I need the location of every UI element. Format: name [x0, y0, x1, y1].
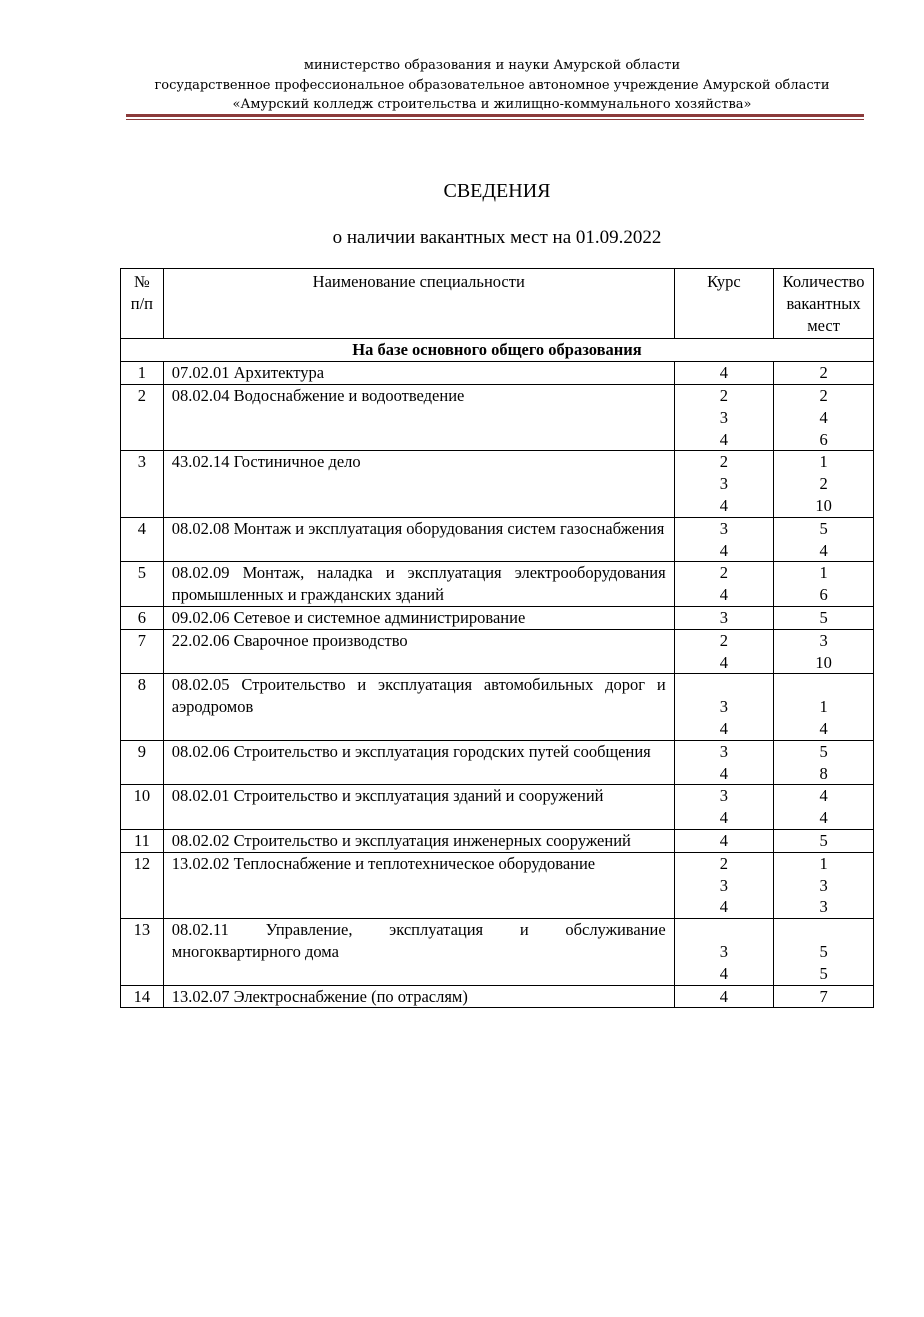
- row-number: 12: [121, 852, 164, 918]
- quantity-value: 3: [819, 897, 828, 917]
- table-row: [121, 384, 874, 450]
- header-specialty-label: Наименование специальности: [312, 272, 525, 291]
- course-value: 3: [719, 474, 729, 494]
- quantity-value: 4: [819, 786, 828, 806]
- quantity-value: 1: [819, 452, 828, 472]
- quantity-value: 1: [819, 853, 828, 873]
- quantity-value: 4: [819, 718, 828, 738]
- row-number: 10: [121, 785, 164, 830]
- row-specialty-text: 09.02.06 Сетевое и системное администрирование: [171, 607, 526, 627]
- table-row: [121, 985, 874, 1008]
- table-row: [121, 740, 874, 785]
- row-number: 11: [121, 829, 164, 852]
- row-number: 2: [121, 384, 164, 450]
- course-value: 3: [719, 407, 729, 427]
- row-quantity: [774, 362, 874, 385]
- row-specialty-text: 07.02.01 Архитектура: [171, 363, 325, 383]
- row-quantity: [774, 740, 874, 785]
- quantity-value: 10: [815, 495, 832, 515]
- table-header-row: [121, 269, 874, 339]
- row-specialty-text: 22.02.06 Сварочное производство: [171, 630, 408, 650]
- row-specialty: [163, 985, 674, 1008]
- letterhead-rule-thick: [126, 114, 864, 117]
- course-value: 3: [719, 607, 729, 627]
- header-specialty: [163, 269, 674, 339]
- course-value: [675, 674, 773, 696]
- course-value: [675, 919, 773, 941]
- row-quantity: [774, 919, 874, 985]
- quantity-value: 5: [819, 941, 828, 961]
- row-specialty-text: 13.02.07 Электроснабжение (по отраслям): [171, 986, 468, 1006]
- course-value: 2: [719, 385, 729, 405]
- header-quantity-line2: вакантных: [786, 293, 861, 313]
- row-quantity: [774, 829, 874, 852]
- table-row: [121, 606, 874, 629]
- course-value: 3: [719, 697, 729, 717]
- quantity-value: 8: [819, 763, 828, 783]
- quantity-value: 6: [819, 585, 828, 605]
- row-course: [674, 629, 773, 674]
- course-value: 4: [719, 429, 729, 449]
- quantity-value: 1: [819, 697, 828, 717]
- row-specialty: [163, 674, 674, 740]
- row-course: [674, 606, 773, 629]
- table-row: [121, 829, 874, 852]
- course-value: 4: [719, 897, 729, 917]
- row-course: [674, 362, 773, 385]
- course-value: 4: [719, 585, 729, 605]
- course-value: 2: [719, 563, 729, 583]
- row-specialty-text: 43.02.14 Гостиничное дело: [171, 452, 361, 472]
- row-specialty-text: 08.02.11 Управление, эксплуатация и обслуживание многоквартирного дома: [171, 920, 666, 961]
- row-number: 6: [121, 606, 164, 629]
- course-value: 4: [719, 718, 729, 738]
- quantity-value: 6: [819, 429, 828, 449]
- course-value: 4: [719, 830, 729, 850]
- letterhead-college: «Амурский колледж строительства и жилищно-коммунального хозяйства»: [232, 97, 752, 112]
- row-quantity: [774, 985, 874, 1008]
- row-number: 13: [121, 919, 164, 985]
- section-row: [121, 339, 874, 362]
- row-specialty-text: 08.02.09 Монтаж, наладка и эксплуатация электрооборудования промышленных и гражданских зданий: [171, 563, 666, 605]
- quantity-value: 3: [819, 630, 828, 650]
- quantity-value: 5: [819, 830, 828, 850]
- course-value: 2: [719, 452, 729, 472]
- quantity-value: 4: [819, 808, 828, 828]
- row-specialty: [163, 629, 674, 674]
- row-course: [674, 451, 773, 517]
- row-course: [674, 740, 773, 785]
- row-number: 14: [121, 985, 164, 1008]
- row-course: [674, 919, 773, 985]
- row-course: [674, 829, 773, 852]
- course-value: 3: [719, 741, 729, 761]
- row-course: [674, 785, 773, 830]
- quantity-value: 5: [819, 741, 828, 761]
- vacancies-table: [120, 268, 874, 1008]
- row-specialty-text: 08.02.02 Строительство и эксплуатация инженерных сооружений: [171, 830, 631, 850]
- table-row: [121, 562, 874, 607]
- row-specialty: [163, 829, 674, 852]
- header-course: [674, 269, 773, 339]
- quantity-value: 4: [819, 540, 828, 560]
- course-value: 2: [719, 630, 729, 650]
- quantity-value: 2: [819, 363, 828, 383]
- row-specialty: [163, 517, 674, 562]
- course-value: 3: [719, 941, 729, 961]
- table-row: [121, 362, 874, 385]
- quantity-value: 2: [819, 385, 828, 405]
- course-value: 4: [719, 363, 729, 383]
- row-specialty-text: 08.02.05 Строительство и эксплуатация автомобильных дорог и аэродромов: [171, 675, 666, 717]
- row-number: 7: [121, 629, 164, 674]
- header-course-label: Курс: [707, 272, 741, 291]
- quantity-value: 7: [819, 986, 828, 1006]
- row-number: 3: [121, 451, 164, 517]
- row-quantity: [774, 517, 874, 562]
- course-value: 4: [719, 963, 729, 983]
- course-value: 3: [719, 786, 729, 806]
- row-specialty: [163, 852, 674, 918]
- course-value: 4: [719, 808, 729, 828]
- quantity-value: 4: [819, 407, 828, 427]
- row-quantity: [774, 606, 874, 629]
- row-specialty: [163, 919, 674, 985]
- row-specialty-text: 08.02.06 Строительство и эксплуатация городских путей сообщения: [171, 741, 651, 761]
- row-number: 8: [121, 674, 164, 740]
- letterhead-ministry: министерство образования и науки Амурской области: [303, 58, 681, 73]
- table-row: [121, 919, 874, 985]
- table-row: [121, 674, 874, 740]
- row-specialty-text: 08.02.04 Водоснабжение и водоотведение: [171, 385, 465, 405]
- table-row: [121, 451, 874, 517]
- table-row: [121, 852, 874, 918]
- row-course: [674, 852, 773, 918]
- course-value: 4: [719, 986, 729, 1006]
- course-value: 4: [719, 495, 729, 515]
- header-quantity-line1: Количество: [782, 272, 865, 291]
- document-title: СВЕДЕНИЯ: [443, 180, 551, 202]
- row-specialty-text: 08.02.08 Монтаж и эксплуатация оборудования систем газоснабжения: [171, 518, 665, 538]
- row-quantity: [774, 451, 874, 517]
- course-value: 4: [719, 763, 729, 783]
- row-number: 5: [121, 562, 164, 607]
- letterhead-institution: государственное профессиональное образовательное автономное учреждение Амурской области: [154, 77, 830, 93]
- row-number: 9: [121, 740, 164, 785]
- row-course: [674, 384, 773, 450]
- letterhead-rule-thin: [126, 119, 864, 120]
- quantity-value: 5: [819, 518, 828, 538]
- table-row: [121, 785, 874, 830]
- table-row: [121, 517, 874, 562]
- row-specialty: [163, 362, 674, 385]
- course-value: 4: [719, 540, 729, 560]
- row-specialty: [163, 740, 674, 785]
- row-course: [674, 562, 773, 607]
- document-subtitle: о наличии вакантных мест на 01.09.2022: [332, 227, 662, 248]
- row-course: [674, 985, 773, 1008]
- row-specialty: [163, 384, 674, 450]
- header-number-line1: №: [134, 272, 150, 291]
- row-quantity: [774, 562, 874, 607]
- course-value: 2: [719, 853, 729, 873]
- header-number: [121, 269, 164, 339]
- quantity-value: 1: [819, 563, 828, 583]
- course-value: 4: [719, 652, 729, 672]
- row-specialty: [163, 606, 674, 629]
- quantity-value: 2: [819, 474, 828, 494]
- quantity-value: 5: [819, 607, 828, 627]
- row-specialty: [163, 562, 674, 607]
- row-course: [674, 517, 773, 562]
- quantity-value: 10: [815, 652, 832, 672]
- course-value: 3: [719, 518, 729, 538]
- quantity-value: 3: [819, 875, 828, 895]
- row-specialty-text: 08.02.01 Строительство и эксплуатация зданий и сооружений: [171, 786, 604, 806]
- row-quantity: [774, 629, 874, 674]
- header-number-line2: п/п: [130, 293, 153, 313]
- row-quantity: [774, 674, 874, 740]
- row-quantity: [774, 384, 874, 450]
- row-specialty-text: 13.02.02 Теплоснабжение и теплотехническое оборудование: [171, 853, 596, 873]
- quantity-value: [774, 674, 873, 696]
- row-number: 4: [121, 517, 164, 562]
- row-quantity: [774, 852, 874, 918]
- row-quantity: [774, 785, 874, 830]
- course-value: 3: [719, 875, 729, 895]
- header-quantity-line3: мест: [807, 315, 840, 335]
- quantity-value: 5: [819, 963, 828, 983]
- table-row: [121, 629, 874, 674]
- section-title: На базе основного общего образования: [121, 339, 874, 362]
- row-specialty: [163, 785, 674, 830]
- letterhead: [120, 56, 864, 115]
- header-quantity: [774, 269, 874, 339]
- row-specialty: [163, 451, 674, 517]
- row-number: 1: [121, 362, 164, 385]
- quantity-value: [774, 919, 873, 941]
- row-course: [674, 674, 773, 740]
